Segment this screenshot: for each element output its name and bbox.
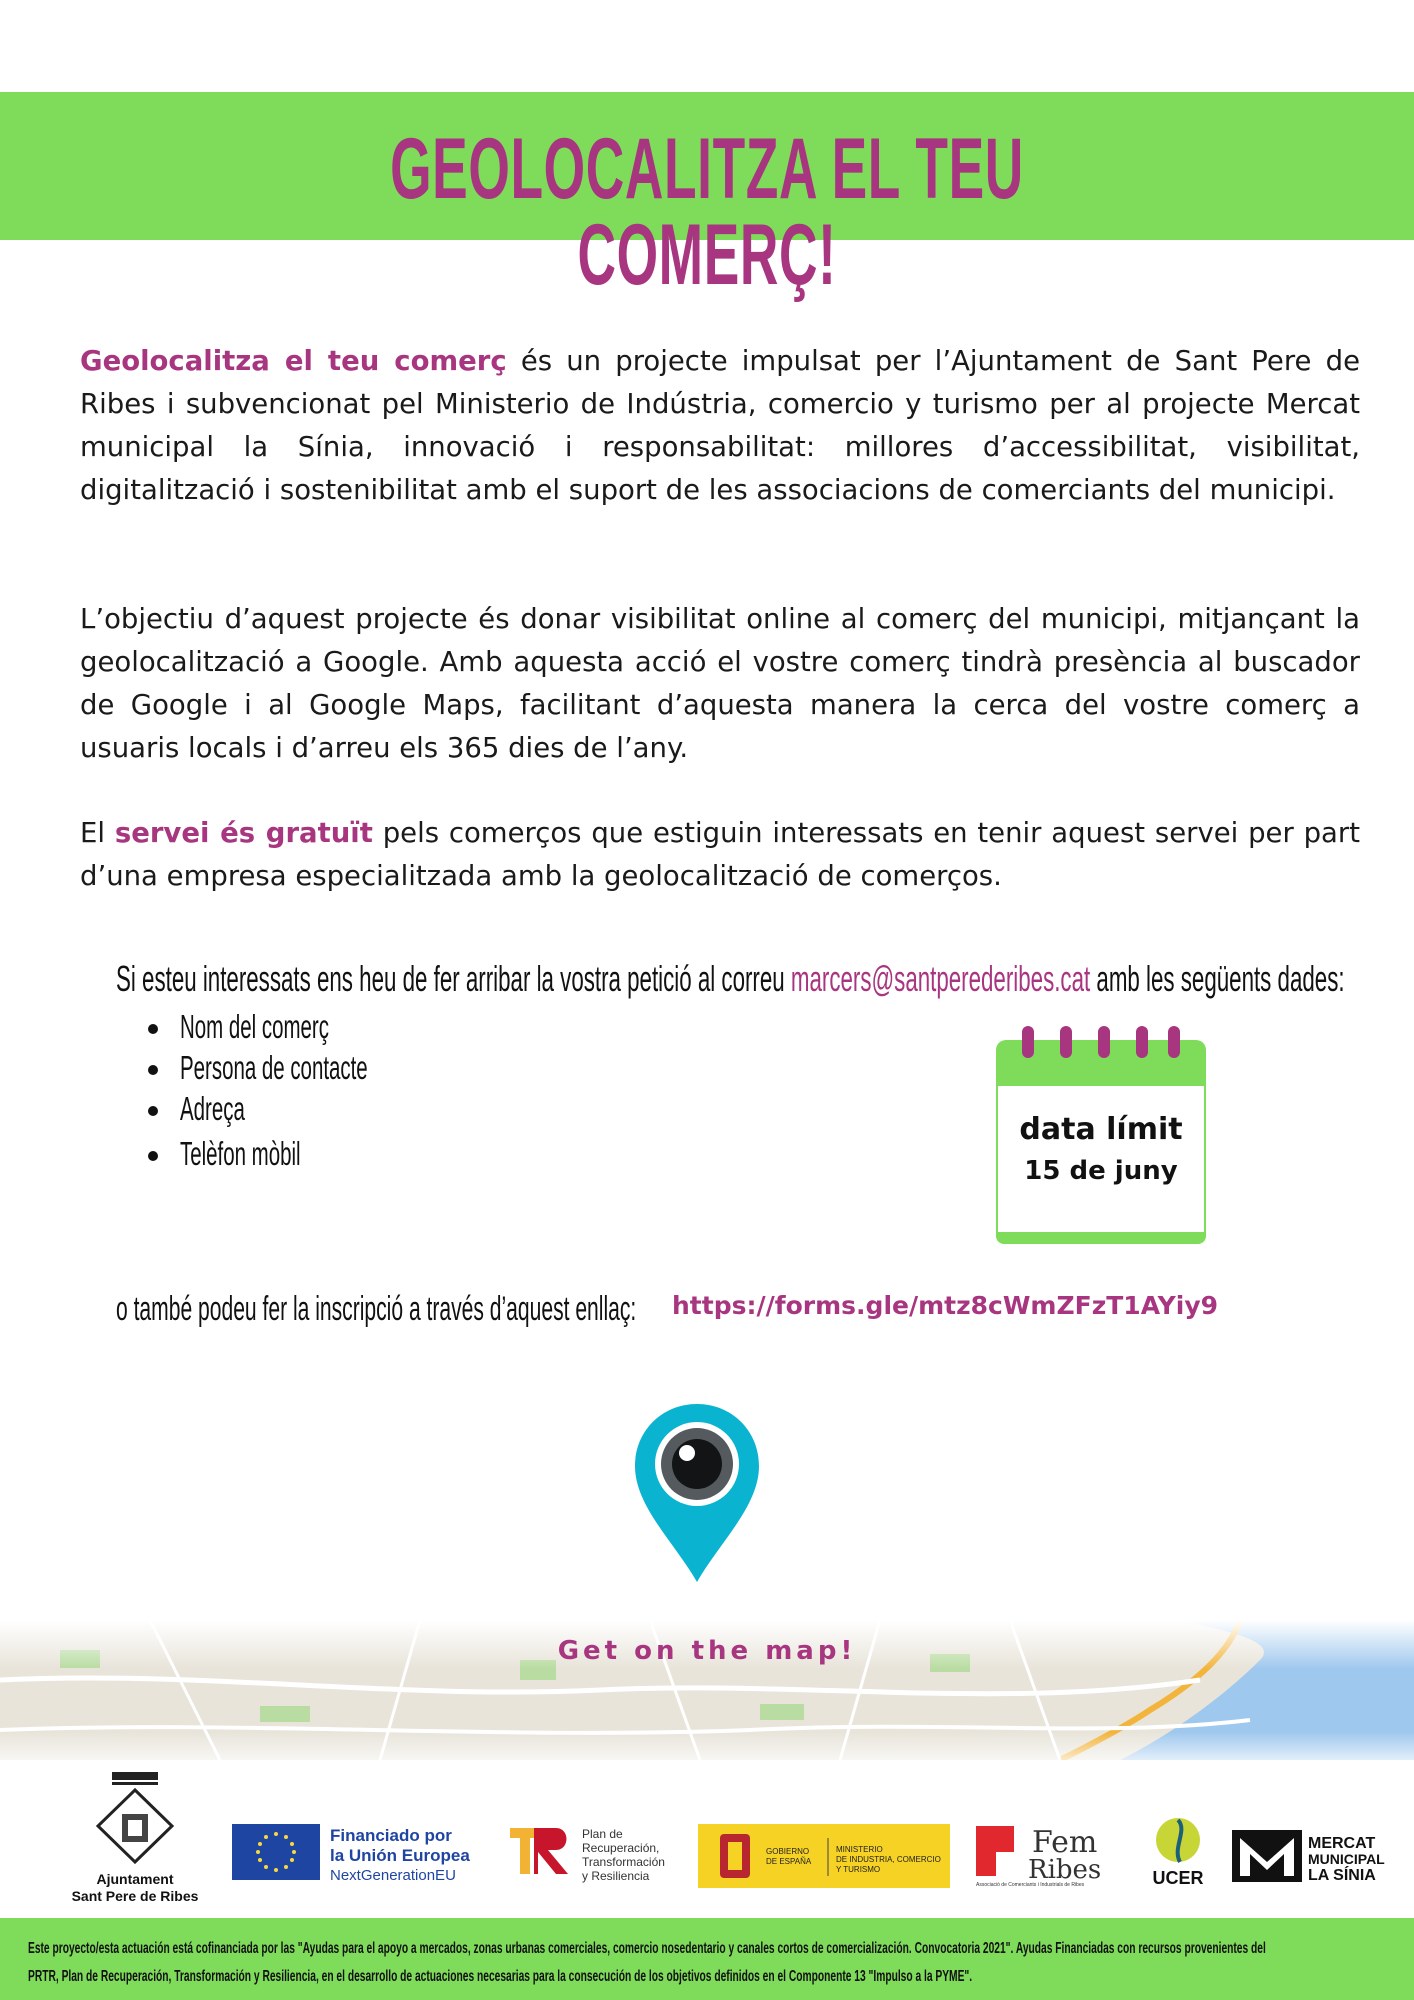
eu-text-2: la Unión Europea xyxy=(330,1846,470,1865)
intro-paragraph-1 xyxy=(80,340,1360,512)
calendar-ring-icon xyxy=(1168,1026,1180,1058)
ajuntament-name: Ajuntament xyxy=(96,1871,174,1887)
bullet-icon xyxy=(148,1024,158,1034)
free-service-highlight: servei és gratuït xyxy=(114,817,373,849)
recovery-plan-logo xyxy=(510,1827,665,1883)
min-text-3: Y TURISMO xyxy=(836,1865,881,1874)
ajuntament-town: Sant Pere de Ribes xyxy=(71,1888,199,1904)
calendar-ring-icon xyxy=(1098,1026,1110,1058)
email-link[interactable]: marcers@santperederibes.cat xyxy=(790,958,1091,999)
prtr-text-3: Transformación xyxy=(582,1855,665,1869)
map-pin-icon xyxy=(632,1402,762,1584)
get-on-the-map-tagline: Get on the map! xyxy=(557,1636,857,1666)
request-instructions xyxy=(116,958,1345,1000)
eu-logo xyxy=(232,1824,470,1884)
prtr-text-4: y Resiliencia xyxy=(582,1869,650,1883)
ajuntament-logo xyxy=(72,1772,199,1904)
calendar-ring-icon xyxy=(1022,1026,1034,1058)
bullet-icon xyxy=(148,1151,158,1161)
list-item-label: Adreça xyxy=(180,1090,245,1127)
prtr-text-2: Recuperación, xyxy=(582,1841,660,1855)
gob-text-2: DE ESPAÑA xyxy=(766,1857,812,1866)
calendar-ring-icon xyxy=(1136,1026,1148,1058)
eu-text-1: Financiado por xyxy=(330,1826,452,1845)
ribes-text: Ribes xyxy=(1028,1855,1102,1885)
request-text-post: amb les següents dades: xyxy=(1090,958,1345,999)
request-text-pre: Si esteu interessats ens heu de fer arribar la vostra petició al correu xyxy=(116,958,791,999)
mercat-la-sinia-logo xyxy=(1232,1830,1385,1884)
project-name: Geolocalitza el teu comerç xyxy=(80,345,507,377)
bullet-icon xyxy=(148,1106,158,1116)
min-text-1: MINISTERIO xyxy=(836,1845,883,1854)
intro-paragraph-3 xyxy=(80,812,1360,898)
intro-text-3: pels comerços que estiguin interessats en tenir aquest servei per part d’una empresa especialitzada amb la geolocalització de comerços. xyxy=(80,817,1360,892)
eu-text-3: NextGenerationEU xyxy=(330,1867,456,1884)
list-item-label: Nom del comerç xyxy=(180,1008,329,1045)
mercat-text-2: MUNICIPAL xyxy=(1308,1851,1385,1867)
deadline-calendar xyxy=(996,1040,1206,1246)
mercat-text-3: LA SÍNIA xyxy=(1308,1867,1376,1884)
form-link-text: o també podeu fer la inscripció a través d’aquest enllaç: xyxy=(116,1290,637,1328)
deadline-date: 15 de juny xyxy=(1024,1156,1178,1186)
sponsor-logos xyxy=(0,1768,1414,1908)
intro-text-3-pre: El xyxy=(80,817,115,849)
intro-paragraph-2: L’objectiu d’aquest projecte és donar visibilitat online al comerç del municipi, mitjançant la geolocalització a Google. Amb aquesta acció el vostre comerç tindrà presència al buscador de Google i al Google Maps, facilitant d’aquesta manera la cerca del vostre comerç a usuaris locals i d’arreu els 365 dies de l’any. xyxy=(80,603,1360,764)
footer-line-1: Este proyecto/esta actuación está cofinanciada por las "Ayudas para el apoyo a mercados, zonas urbanas comerciales, comercio nosedentario y canales cortos de comercialización. Convocatoria 2021". Ayudas Financiadas con recursos provenientes del xyxy=(28,1940,1266,1957)
fem-text: Fem xyxy=(1032,1825,1098,1860)
footer-line-2: PRTR, Plan de Recuperación, Transformación y Resiliencia, en el desarrollo de actuaciones necesarias para la consecución de los objetivos definidos en el Componente 13 "Impulso a la PYME". xyxy=(28,1968,973,1985)
intro-text-1: és un projecte impulsat per l’Ajuntament de Sant Pere de Ribes i subvencionat pel Ministerio de Indústria, comercio y turismo per al projecte Mercat municipal la Sínia, innovació i responsabilitat: millores d’accessibilitat, visibilitat, digitalització i sostenibilitat amb el suport de les associacions de comerciants del municipi. xyxy=(80,345,1360,506)
page-title: GEOLOCALITZA EL TEU COMERÇ! xyxy=(390,121,1024,303)
title-banner xyxy=(0,92,1414,303)
bullet-icon xyxy=(148,1065,158,1075)
calendar-footer xyxy=(996,1232,1206,1244)
ucer-logo xyxy=(1152,1818,1203,1888)
ucer-text: UCER xyxy=(1152,1868,1204,1888)
fem-ribes-logo xyxy=(976,1825,1101,1888)
government-logo xyxy=(698,1824,950,1888)
prtr-text-1: Plan de xyxy=(582,1827,623,1841)
mercat-text-1: MERCAT xyxy=(1308,1835,1376,1852)
deadline-label: data límit xyxy=(1019,1112,1183,1147)
calendar-ring-icon xyxy=(1060,1026,1072,1058)
list-item-label: Telèfon mòbil xyxy=(180,1135,301,1172)
gob-text-1: GOBIERNO xyxy=(766,1847,810,1856)
min-text-2: DE INDUSTRIA, COMERCIO xyxy=(836,1855,941,1864)
form-link[interactable]: https://forms.gle/mtz8cWmZFzT1AYiy9 xyxy=(672,1291,1219,1320)
fem-subtitle: Associació de Comerciants i Industrials de Ribes xyxy=(976,1882,1085,1888)
funding-footer xyxy=(0,1918,1414,2000)
list-item-label: Persona de contacte xyxy=(180,1049,368,1086)
